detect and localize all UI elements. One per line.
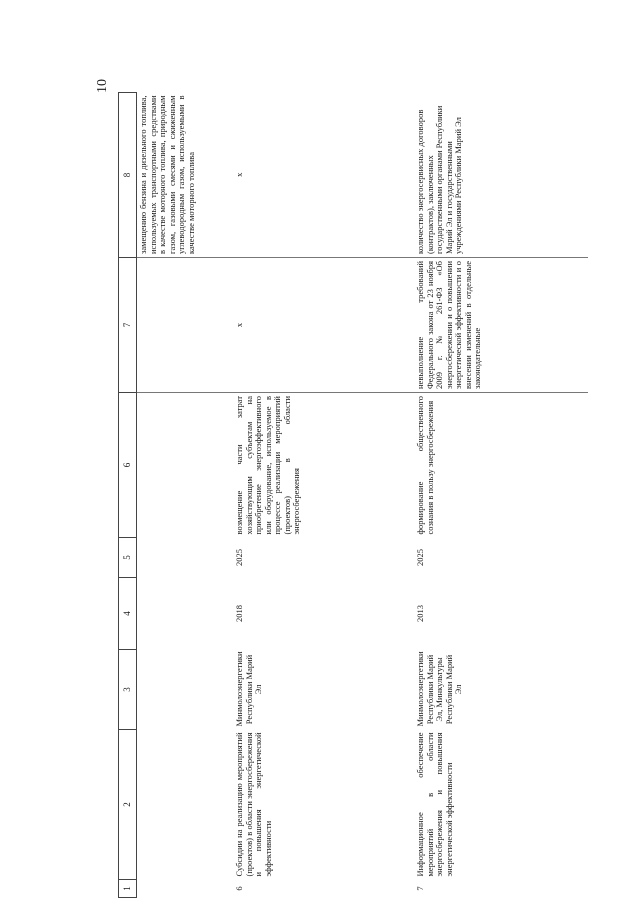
col-header-6: 6 [119,393,137,538]
column-number-row [119,93,137,898]
start-year-cell: 2013 [415,605,426,622]
measure-name-cell: Информационное обеспечение мероприятий в области энергосбережения и повышения энергетической эффективности [415,732,454,877]
indicator-cell: замещению бензина и дизельного топлива, используемых транспортными средствами в качестве моторного топлива, природным газом, газовыми смесями и сжиженным углеводородным газом, используемыми в качестве моторного топлива [137,93,230,258]
col-header-2: 2 [119,730,137,880]
executor-cell: Минмолоэнергетики Республики Марий Эл, Минкультуры Республики Марий Эл [415,651,464,727]
program-measures-table [118,92,588,898]
page-number: 10 [95,79,110,93]
table-row [412,93,588,898]
col-header-1: 1 [119,880,137,898]
measure-name-cell: Субсидии на реализацию мероприятий (проектов) в области энергосбережения и повышения энергетической эффективности [234,732,273,877]
col-header-8: 8 [119,93,137,258]
table-row-continuation [137,93,230,898]
consequence-cell: невыполнение требований Федерального закона от 23 ноября 2009 г. № 261-ФЗ «Об энергосбережении и о повышении энергетической эффективности и о внесении изменений в отдельные законодательные [412,258,588,393]
rotated-table-container [118,93,618,898]
row-number: 7 [415,886,426,891]
end-year-cell: 2025 [234,549,245,566]
col-header-7: 7 [119,258,137,393]
result-cell: возмещение части затрат хозяйствующим субъектам на приобретение энергоэффективного или оборудование, используемое в процессе реализации мероприятий (проектов) в области энергосбережения [234,396,302,535]
col-header-3: 3 [119,650,137,730]
col-header-5: 5 [119,538,137,578]
indicator-cell: количество энергосервисных договоров (контрактов), заключенных государственными органами Республики Марий Эл и государственными учреждениями Республики Марий Эл [412,93,588,258]
indicator-cell: х [229,93,412,258]
end-year-cell: 2025 [415,549,426,566]
col-header-4: 4 [119,578,137,650]
executor-cell: Минмолоэнергетики Республики Марий Эл [234,651,264,727]
start-year-cell: 2018 [234,605,245,622]
row-number: 6 [234,886,245,891]
consequence-cell: х [229,258,412,393]
table-row [229,93,412,898]
result-cell: формирование общественного сознания в пользу энергосбережения [415,396,435,535]
